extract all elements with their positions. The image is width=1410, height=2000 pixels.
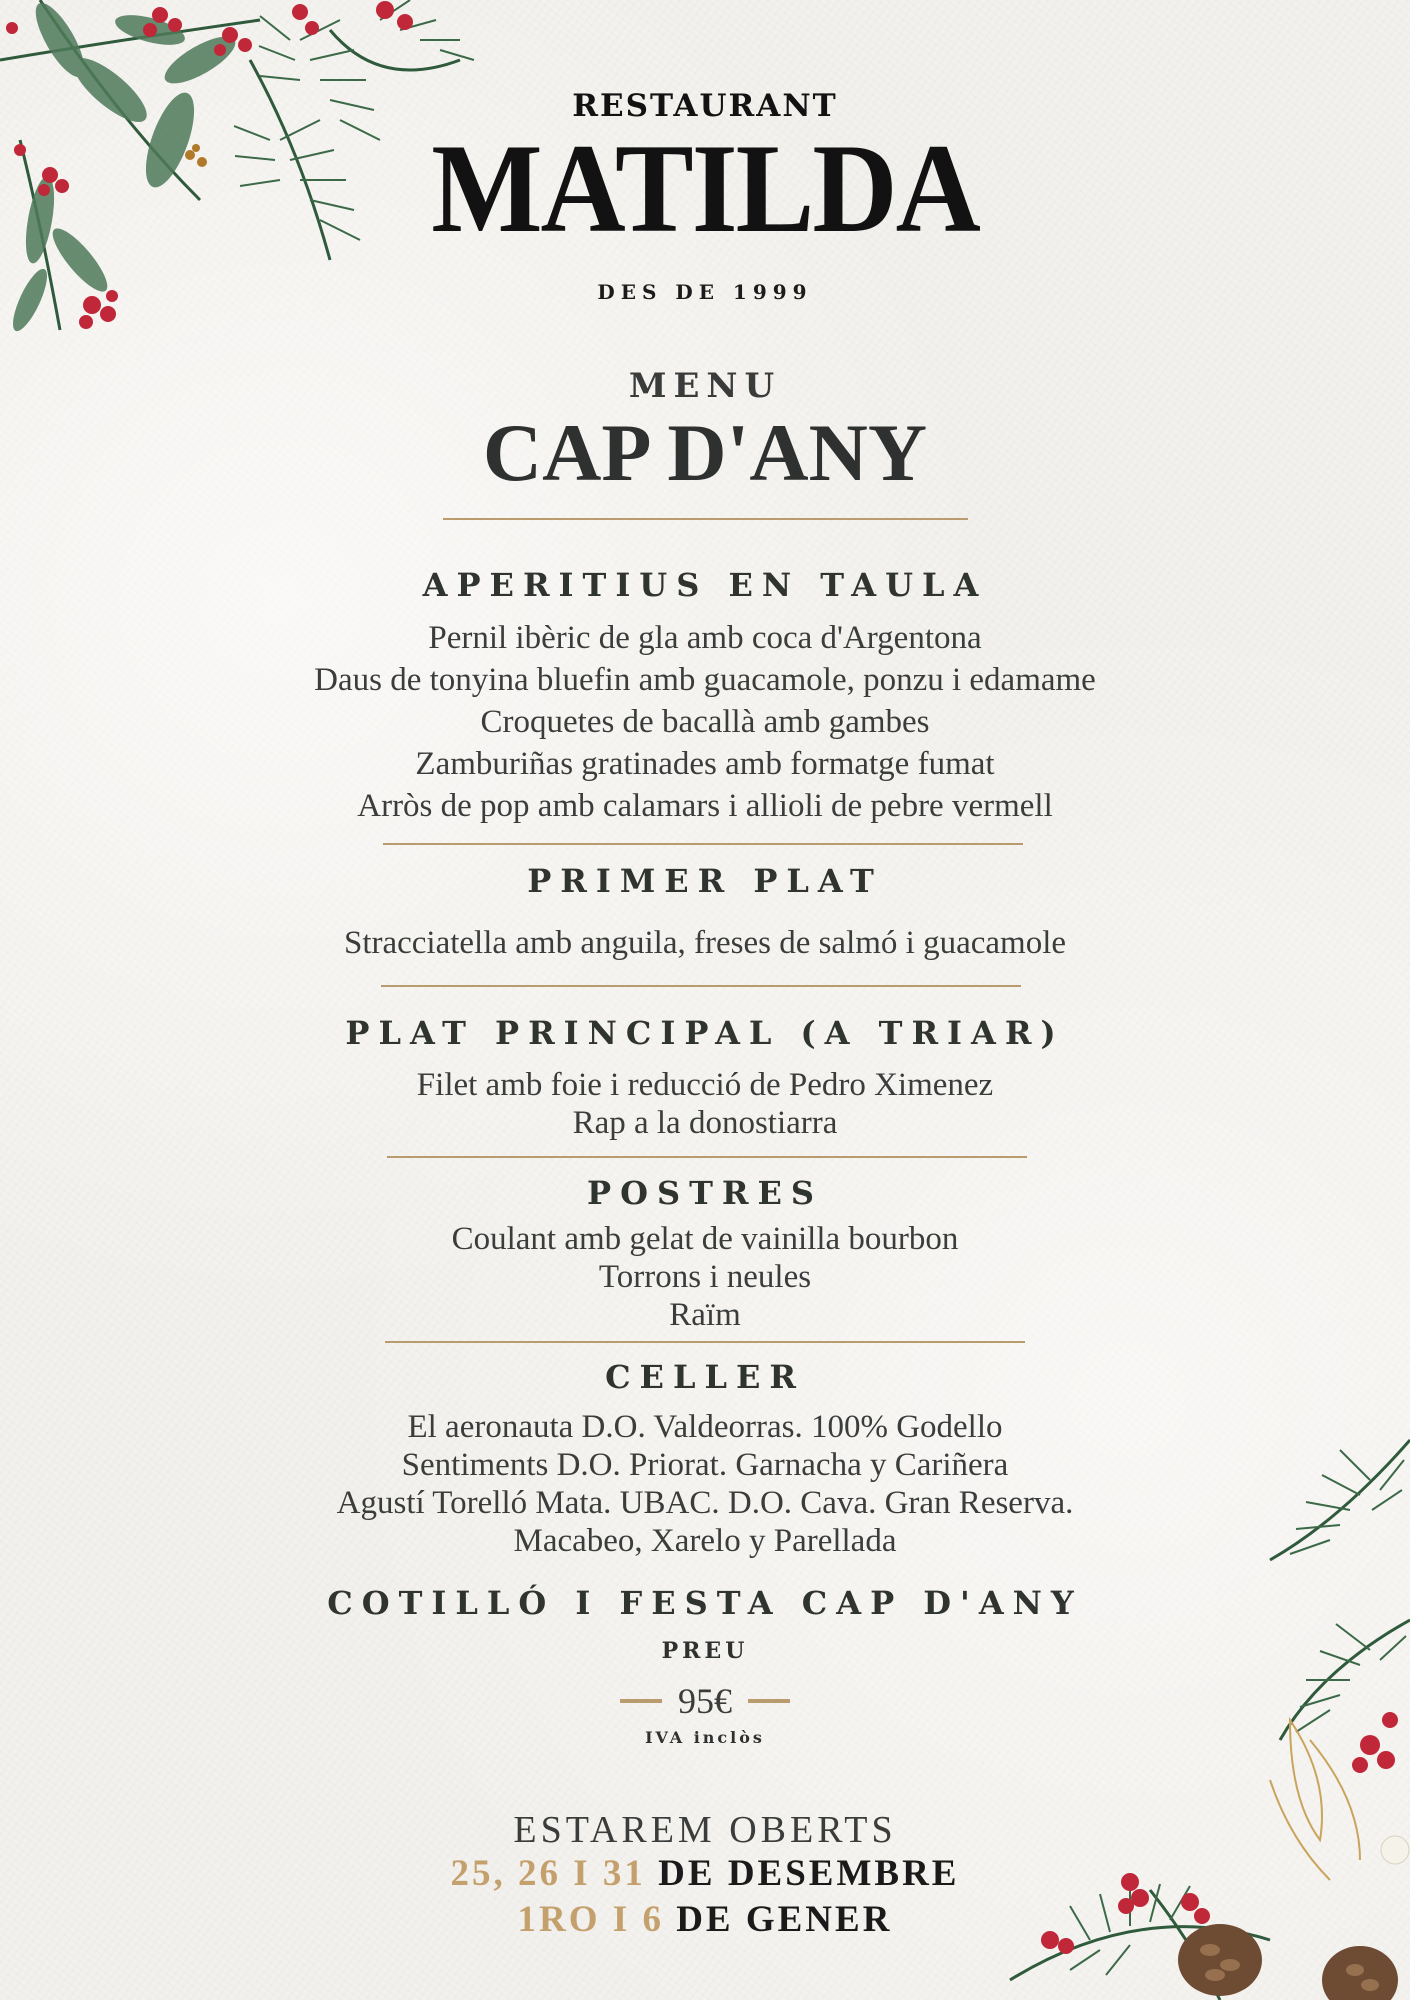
menu-item: Coulant amb gelat de vainilla bourbon <box>451 1221 959 1257</box>
section-heading-principal: PLAT PRINCIPAL (A TRIAR) <box>345 1014 1065 1052</box>
price-dash-left <box>620 1699 662 1703</box>
opening-title: ESTAREM OBERTS <box>513 1809 897 1851</box>
price-row <box>0 1680 1410 1722</box>
menu-item: Daus de tonyina bluefin amb guacamole, ponzu i edamame <box>314 662 1096 698</box>
menu-item: Arròs de pop amb calamars i allioli de pebre vermell <box>357 788 1053 824</box>
menu-item: Filet amb foie i reducció de Pedro Ximenez <box>416 1067 994 1103</box>
section-heading-primer: PRIMER PLAT <box>527 862 883 900</box>
wine-item: Macabeo, Xarelo y Parellada <box>513 1523 897 1559</box>
price-label: PREU <box>661 1638 749 1664</box>
section-heading-cotillo: COTILLÓ I FESTA CAP D'ANY <box>327 1584 1083 1622</box>
opening-dates-january <box>0 1898 1410 1941</box>
section-heading-postres: POSTRES <box>587 1174 823 1212</box>
menu-item: Raïm <box>669 1297 741 1333</box>
divider-primer <box>381 985 1021 987</box>
restaurant-name: MATILDA <box>431 117 979 260</box>
divider-postres <box>385 1341 1025 1343</box>
price-dash-right <box>748 1699 790 1703</box>
menu-item: Pernil ibèric de gla amb coca d'Argentona <box>428 620 982 656</box>
january-month: DE GENER <box>676 1899 893 1940</box>
tax-note: IVA inclòs <box>645 1728 765 1747</box>
section-list-aperitius <box>0 617 1410 827</box>
section-heading-aperitius: APERITIUS EN TAULA <box>422 566 988 604</box>
january-days: 1RO I 6 <box>517 1899 664 1940</box>
divider-principal <box>387 1156 1027 1158</box>
menu-item: Zamburiñas gratinades amb formatge fumat <box>415 746 995 782</box>
menu-item: Croquetes de bacallà amb gambes <box>480 704 930 740</box>
menu-item: Stracciatella amb anguila, freses de salmó i guacamole <box>343 925 1067 961</box>
price-value: 95€ <box>678 1681 732 1721</box>
menu-title: CAP D'ANY <box>482 407 928 498</box>
section-list-primer <box>0 922 1410 964</box>
menu-label: MENU <box>628 366 782 406</box>
section-list-postres <box>0 1220 1410 1334</box>
wine-item: El aeronauta D.O. Valdeorras. 100% Godello <box>407 1409 1003 1445</box>
menu-item: Torrons i neules <box>598 1259 812 1295</box>
divider-title <box>443 518 968 520</box>
december-days: 25, 26 I 31 <box>450 1853 646 1894</box>
wine-item: Agustí Torelló Mata. UBAC. D.O. Cava. Gran Reserva. <box>336 1485 1074 1521</box>
divider-aperitius <box>383 843 1023 845</box>
established-since: DES DE 1999 <box>597 280 813 304</box>
opening-dates-december <box>0 1852 1410 1895</box>
menu-item: Rap a la donostiarra <box>572 1105 838 1141</box>
section-list-celler <box>0 1408 1410 1560</box>
restaurant-label: RESTAURANT <box>572 88 838 124</box>
wine-item: Sentiments D.O. Priorat. Garnacha y Cariñera <box>401 1447 1009 1483</box>
section-list-principal <box>0 1066 1410 1142</box>
section-heading-celler: CELLER <box>605 1358 805 1396</box>
december-month: DE DESEMBRE <box>658 1853 960 1894</box>
